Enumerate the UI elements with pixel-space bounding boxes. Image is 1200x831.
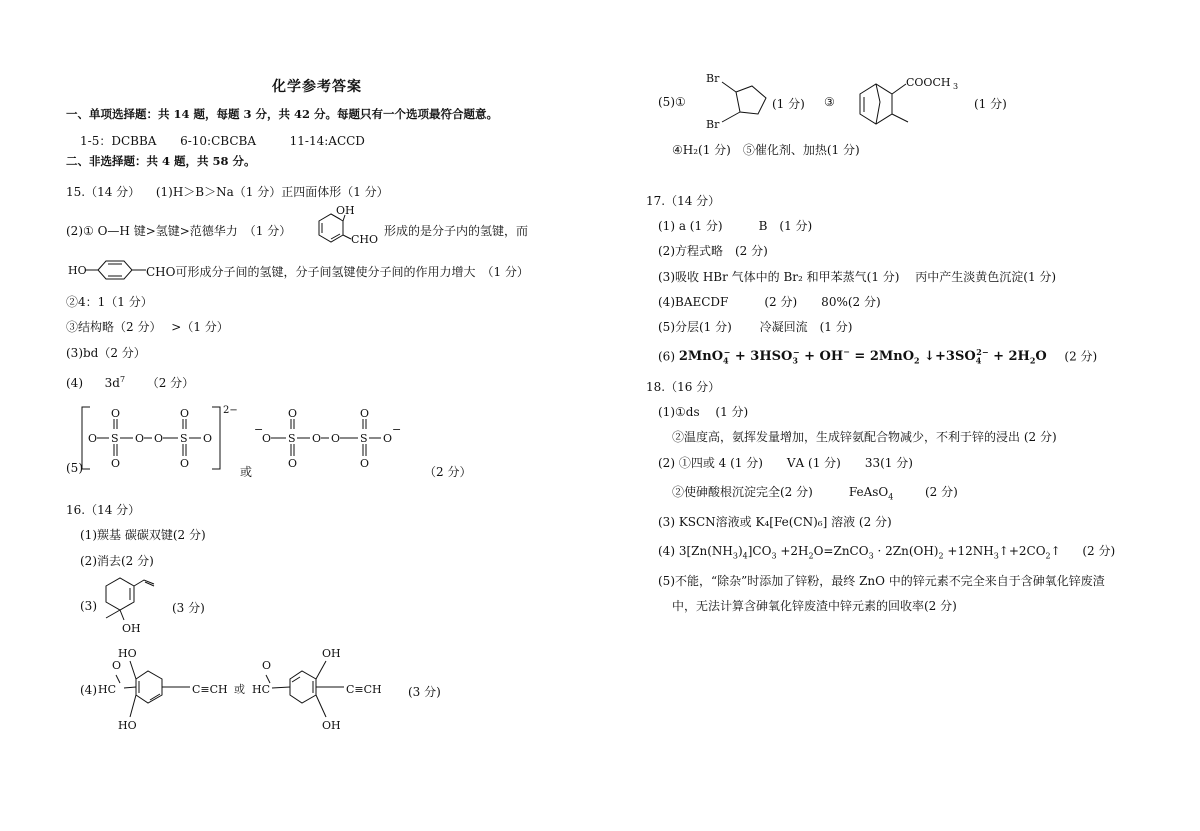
q18-p2b-sub: 4	[888, 492, 894, 502]
q15-p2c: ②4：1（1 分）	[66, 295, 153, 309]
svg-text:HC: HC	[98, 683, 117, 696]
q18-p2b	[672, 483, 958, 501]
svg-text:O: O	[203, 432, 213, 445]
q17-p6-label: (6)	[658, 349, 675, 364]
q16-p4-score: (3 分)	[408, 685, 441, 699]
br-label-top: Br	[706, 72, 720, 85]
svg-text:O: O	[312, 432, 322, 445]
zinc-ammine-equation: $[Zn(NH_3)_4]CO_3$ $+2H_2O=ZnCO_3 \cdot 2Zn(OH)_2$ $+12NH_3↑+2CO_2↑$	[686, 544, 1061, 561]
q15-p2a: (2)① O—H 键>氢键>范德华力 （1 分）	[66, 224, 292, 238]
svg-text:O: O	[111, 407, 121, 420]
page-title: 化学参考答案	[272, 79, 362, 95]
q16-p5-score3: (1 分)	[974, 97, 1007, 111]
svg-text:O: O	[112, 659, 122, 672]
svg-text:−: −	[392, 423, 402, 436]
svg-text:O: O	[288, 407, 298, 420]
q18-p4-label: (4) 3	[658, 544, 687, 558]
svg-text:HO: HO	[118, 719, 137, 732]
q16-p3-score: (3 分)	[172, 601, 205, 615]
q17-p6	[658, 347, 1097, 366]
q15-p1: (1)H＞B＞Na（1 分）正四面体形（1 分）	[155, 185, 389, 199]
br-label-bottom: Br	[706, 118, 720, 131]
q18-p2a: (2) ①四或 4 (1 分) ⅤA (1 分) 33(1 分)	[658, 456, 913, 470]
charge-label: 2−	[223, 405, 238, 416]
answers-6-10: 6-10:CBCBA	[180, 134, 256, 148]
svg-text:O: O	[262, 432, 272, 445]
q16-header: 16.（14 分）	[66, 503, 141, 517]
svg-text:OH: OH	[322, 719, 341, 732]
norbornene-ester-structure	[850, 70, 970, 134]
q17-header: 17.（14 分）	[646, 194, 721, 208]
q17-p1: (1) a (1 分) B (1 分)	[658, 219, 813, 233]
q15-p5-label: (5)	[66, 461, 83, 475]
q15-p4	[66, 374, 194, 391]
svg-text:O: O	[111, 457, 121, 470]
svg-text:O: O	[360, 457, 370, 470]
q17-p5: (5)分层(1 分) 冷凝回流 (1 分)	[658, 320, 853, 334]
answers-1-5: 1-5：DCBBA	[80, 134, 157, 148]
mol-oh-label: OH	[336, 204, 355, 217]
q17-p4: (4)BAECDF (2 分) 80%(2 分)	[658, 295, 881, 309]
svg-text:HO: HO	[118, 647, 137, 660]
svg-text:S: S	[180, 432, 188, 445]
svg-text:OH: OH	[322, 647, 341, 660]
q15-p3: (3)bd（2 分）	[66, 346, 146, 360]
svg-text:O: O	[88, 432, 98, 445]
permanganate-equation: $2MnO_4^- + 3HSO_3^- + OH^- = 2MnO_2$ $↓+3SO_4^{2-} + 2H_2O$	[678, 347, 1047, 366]
q16-p2: (2)消去(2 分)	[80, 554, 154, 568]
mol-ho-label: HO	[68, 264, 87, 277]
q15-p2a-tail: 形成的是分子内的氢键，而	[384, 224, 529, 238]
svg-text:O: O	[383, 432, 393, 445]
q18-p3: (3) KSCN溶液或 K₄[Fe(CN)₆] 溶液 (2 分)	[658, 515, 892, 529]
svg-text:C≡CH: C≡CH	[192, 683, 228, 696]
cyclohexenol-structure	[92, 574, 172, 636]
q18-header: 18.（16 分）	[646, 380, 721, 394]
q15-p5-score: （2 分）	[424, 465, 472, 479]
q16-p3-label: (3)	[80, 599, 97, 613]
svg-text:S: S	[360, 432, 368, 445]
q17-p3: (3)吸收 HBr 气体中的 Br₂ 和甲苯蒸气(1 分) 丙中产生淡黄色沉淀(1 分)	[658, 270, 1057, 284]
q16-p4-label: (4)	[80, 683, 97, 697]
q18-p4-score: (2 分)	[1082, 544, 1116, 558]
svg-text:O: O	[154, 432, 164, 445]
svg-text:O: O	[360, 407, 370, 420]
mol-cho-label: CHO	[351, 233, 379, 246]
answers-11-14: 11-14:ACCD	[289, 134, 365, 148]
p-hydroxybenzaldehyde-structure	[66, 256, 148, 284]
q15-line1	[66, 183, 389, 200]
q18-p5b: 中，无法计算含砷氧化锌废渣中锌元素的回收率(2 分)	[672, 599, 957, 613]
q18-p2b-text: ②使砷酸根沉淀完全(2 分) FeAsO	[672, 485, 889, 499]
q16-p1: (1)羰基 碳碳双键(2 分)	[80, 528, 206, 542]
q15-p4-score: （2 分）	[146, 376, 195, 390]
q15-p4-sup: 7	[119, 375, 126, 384]
q16-p5-score1: (1 分)	[772, 97, 805, 111]
q18-p1a: (1)①ds (1 分)	[658, 405, 749, 419]
q18-p1b: ②温度高，氨挥发量增加，生成锌氨配合物减少，不利于锌的浸出 (2 分)	[672, 430, 1057, 444]
svg-text:O: O	[288, 457, 298, 470]
q15-p4-label: (4)	[66, 376, 83, 390]
q16-p5-line2: ④H₂(1 分) ⑤催化剂、加热(1 分)	[672, 143, 860, 157]
q17-p6-score: (2 分)	[1064, 349, 1098, 364]
cooch3-label: COOCH	[906, 76, 951, 89]
svg-text:S: S	[288, 432, 296, 445]
svg-text:O: O	[180, 407, 190, 420]
q15-p2b: CHO可形成分子间的氢键，分子间氢键使分子间的作用力增大 （1 分）	[146, 265, 529, 279]
q15-p2d: ③结构略（2 分） >（1 分）	[66, 320, 229, 334]
dihydroxybenzaldehyde-alkyne-structures	[94, 645, 394, 733]
svg-text:O: O	[135, 432, 145, 445]
q15-header: 15.（14 分）	[66, 185, 141, 199]
q18-p4	[658, 542, 1115, 560]
svg-text:或: 或	[234, 683, 245, 696]
q16-p3-oh: OH	[122, 622, 141, 635]
salicylaldehyde-structure	[305, 203, 385, 251]
svg-text:O: O	[180, 457, 190, 470]
q18-p2b-score: (2 分)	[925, 485, 958, 499]
svg-text:S: S	[111, 432, 119, 445]
section1-heading: 一、单项选择题：共 14 题，每题 3 分，共 42 分。每题只有一个选项最符合题意。	[66, 107, 499, 121]
svg-text:−: −	[254, 423, 264, 436]
svg-text:C≡CH: C≡CH	[346, 683, 382, 696]
svg-text:HC: HC	[252, 683, 271, 696]
q15-p4-value: 3d	[104, 376, 120, 390]
section2-heading: 二、非选择题：共 4 题，共 58 分。	[66, 154, 256, 168]
svg-text:O: O	[262, 659, 272, 672]
q16-p5-num3: ③	[824, 95, 835, 109]
q16-p5-label: (5)①	[658, 95, 686, 109]
dibromocyclopentane-structure	[700, 70, 776, 132]
q18-p5a: (5)不能，“除杂”时添加了锌粉，最终 ZnO 中的锌元素不完全来自于含砷氧化锌废渣	[658, 574, 1105, 588]
q17-p2: (2)方程式略 (2 分)	[658, 244, 768, 258]
svg-text:3: 3	[953, 82, 959, 91]
svg-text:O: O	[331, 432, 341, 445]
q15-p5-or: 或	[240, 465, 253, 479]
section1-answers	[80, 132, 365, 149]
